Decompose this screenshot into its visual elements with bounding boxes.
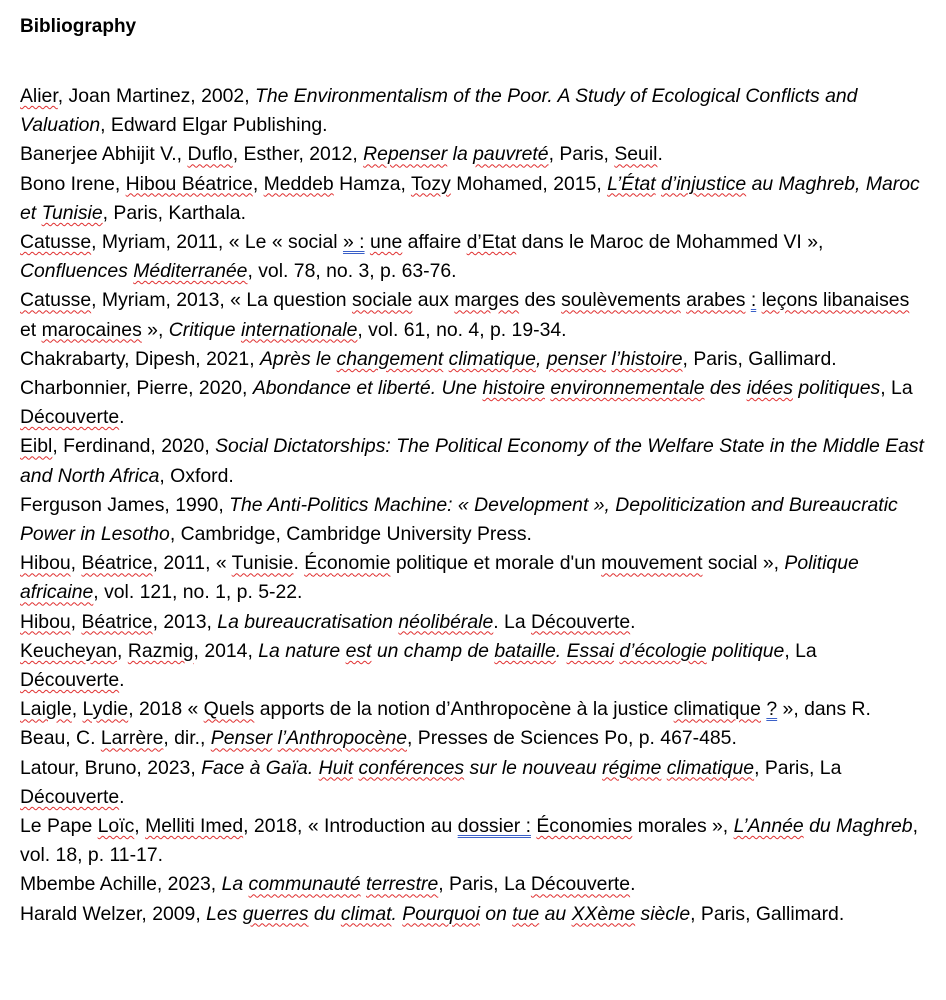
entry-text: , Paris, Gallimard.: [682, 347, 837, 370]
spellcheck-flagged-word: Huit: [318, 756, 354, 779]
entry-text: des: [519, 289, 562, 312]
spellcheck-flagged-word: climat: [340, 902, 392, 925]
bibliography-entry: [20, 140, 926, 169]
spellcheck-flagged-word: l’histoire: [611, 347, 683, 370]
bibliography-entry: [20, 695, 926, 753]
spellcheck-flagged-word: penser: [546, 347, 607, 370]
entry-text: morales »,: [632, 815, 734, 838]
entry-text: , La: [784, 639, 817, 662]
entry-text: .: [555, 639, 567, 662]
entry-text: sur le nouveau: [464, 756, 603, 779]
spellcheck-flagged-word: terrestre: [366, 873, 439, 896]
entry-text: ,: [535, 347, 547, 370]
spellcheck-flagged-word: communauté: [248, 873, 361, 896]
bibliography-heading: Bibliography: [20, 16, 137, 37]
entry-text: Confluences: [20, 260, 134, 283]
spellcheck-flagged-word: mouvement: [601, 552, 703, 575]
entry-text: , Paris, La: [438, 873, 531, 896]
entry-text: ,: [134, 815, 146, 838]
bibliography-entry: [20, 432, 926, 490]
spellcheck-flagged-word: est: [345, 639, 372, 662]
entry-text: affaire: [402, 231, 467, 254]
spellcheck-flagged-word: Repenser: [363, 143, 448, 166]
spellcheck-flagged-word: Alier: [20, 85, 58, 107]
spellcheck-flagged-word: Découverte: [530, 873, 631, 896]
grammar-flagged-text: dossier :: [457, 815, 531, 838]
entry-text: .: [391, 902, 403, 925]
spellcheck-flagged-word: africaine: [20, 581, 94, 604]
spellcheck-flagged-word: Économie: [304, 552, 391, 575]
entry-text: dans le Maroc de Mohammed VI »,: [516, 231, 824, 254]
entry-text: La bureaucratisation: [217, 610, 399, 633]
entry-text: Latour, Bruno, 2023,: [20, 756, 202, 779]
entry-text: ,: [70, 552, 82, 575]
spellcheck-flagged-word: pauvreté: [473, 143, 549, 166]
entry-text: Critique: [168, 318, 241, 341]
entry-text: ,: [117, 639, 128, 662]
entry-text: Le Pape: [20, 815, 98, 838]
entry-text: politique: [706, 639, 785, 662]
entry-text: , La: [880, 377, 913, 400]
bibliography-entry: [20, 170, 926, 228]
spellcheck-flagged-word: d’Etat: [466, 231, 517, 254]
entry-text: The Environmentalism of the Poor. A Study of Ecological Conflicts and Valuation: [20, 85, 858, 137]
bibliography-entry: [20, 82, 926, 140]
spellcheck-flagged-word: Catusse: [20, 231, 92, 254]
entry-text: »,: [141, 318, 169, 341]
bibliography-entry: [20, 228, 926, 286]
spellcheck-flagged-word: Hibou Béatrice: [125, 172, 253, 195]
entry-text: , vol. 78, no. 3, p. 63-76.: [247, 260, 457, 283]
entry-text: .: [657, 143, 663, 166]
entry-text: Chakrabarty, Dipesh, 2021,: [20, 347, 260, 370]
entry-text: Hamza,: [333, 172, 411, 195]
spellcheck-flagged-word: conférences: [358, 756, 465, 779]
entry-text: , dir.,: [163, 727, 211, 750]
entry-text: , vol. 121, no. 1, p. 5-22.: [93, 581, 303, 604]
entry-text: apports de la notion d’Anthropocène à la justice: [254, 698, 674, 721]
spellcheck-flagged-word: Béatrice: [81, 610, 153, 633]
spellcheck-flagged-word: tue: [512, 902, 540, 925]
spellcheck-flagged-word: Tozy: [410, 172, 451, 195]
entry-text: la: [447, 143, 474, 166]
spellcheck-flagged-word: climatique: [673, 698, 761, 721]
spellcheck-flagged-word: sociale: [351, 289, 413, 312]
spellcheck-flagged-word: Larrère: [100, 727, 164, 750]
spellcheck-flagged-word: Duflo: [187, 143, 233, 166]
entry-text: , Esther, 2012,: [232, 143, 364, 166]
spellcheck-flagged-word: Lydie: [82, 698, 129, 721]
spellcheck-flagged-word: climatique: [448, 347, 536, 370]
entry-text: aux: [412, 289, 455, 312]
entry-text: un champ de: [371, 639, 495, 662]
spellcheck-flagged-word: bataille: [494, 639, 556, 662]
entry-text: ,: [70, 610, 82, 633]
spellcheck-flagged-word: une: [369, 231, 403, 254]
entry-text: , vol. 61, no. 4, p. 19-34.: [357, 318, 567, 341]
spellcheck-flagged-word: Béatrice: [81, 552, 153, 575]
entry-text: , 2014,: [193, 639, 259, 662]
entry-text: politique et morale d'un: [390, 552, 602, 575]
spellcheck-flagged-word: Razmig: [127, 639, 194, 662]
entry-text: , Ferdinand, 2020,: [52, 435, 216, 458]
entry-text: on: [479, 902, 513, 925]
entry-text: , Joan Martinez, 2002,: [57, 85, 255, 107]
entry-text: Social Dictatorships: The Political Economy of the Welfare State in the Middle East and North Africa: [20, 435, 924, 487]
entry-text: . La: [493, 610, 531, 633]
spellcheck-flagged-word: Eibl: [20, 435, 53, 458]
spellcheck-flagged-word: Meddeb: [263, 172, 334, 195]
bibliography-entry: [20, 608, 926, 637]
spellcheck-flagged-word: Pourquoi: [402, 902, 480, 925]
entry-text: .: [293, 552, 305, 575]
spellcheck-flagged-word: XXème: [571, 902, 636, 925]
bibliography-entry: [20, 345, 926, 374]
spellcheck-flagged-word: environnementale: [550, 377, 705, 400]
entry-text: Mohamed, 2015,: [450, 172, 608, 195]
entry-text: , 2011, «: [152, 552, 232, 575]
entry-text: Abondance et liberté. Une: [252, 377, 483, 400]
grammar-flagged-text: ?: [766, 698, 778, 721]
spellcheck-flagged-word: Découverte: [531, 610, 631, 633]
entry-text: Harald Welzer, 2009,: [20, 902, 207, 925]
spellcheck-flagged-word: Méditerranée: [133, 260, 248, 283]
bibliography-entry: [20, 286, 926, 344]
entry-text: La nature: [258, 639, 346, 662]
entry-text: , 2018 «: [128, 698, 204, 721]
grammar-flagged-text: » :: [342, 231, 365, 254]
bibliography-entry: [20, 491, 926, 549]
entry-text: .: [119, 785, 125, 808]
entry-text: au Maghreb, Maroc et: [20, 172, 920, 224]
entry-text: siècle: [635, 902, 691, 925]
entry-text: du Maghreb: [803, 815, 913, 838]
entry-text: , vol. 18, p. 11-17.: [20, 815, 918, 867]
spellcheck-flagged-word: Essai: [566, 639, 614, 662]
entry-text: ,: [71, 698, 83, 721]
entry-text: .: [119, 669, 125, 692]
entry-text: The Anti-Politics Machine: « Development », Depoliticization and Bureaucratic Power in Lesotho: [20, 493, 898, 546]
entry-text: , Paris, Karthala.: [102, 201, 246, 224]
entry-text: , Oxford.: [159, 464, 234, 487]
bibliography-entry: [20, 812, 926, 870]
bibliography-entry: [20, 900, 926, 929]
spellcheck-flagged-word: l’Anthropocène: [277, 727, 407, 750]
spellcheck-flagged-word: Découverte: [20, 406, 120, 429]
bibliography-entry: [20, 870, 926, 899]
bibliography-entry: [20, 637, 926, 695]
bibliography-entry: [20, 549, 926, 607]
entry-text: politiques: [792, 377, 881, 400]
entry-text: .: [119, 406, 125, 429]
spellcheck-flagged-word: régime: [602, 756, 662, 779]
spellcheck-flagged-word: histoire: [482, 377, 545, 400]
entry-text: , Paris, Gallimard.: [690, 902, 845, 925]
entry-text: , Presses de Sciences Po, p. 467-485.: [407, 727, 737, 750]
entry-text: Les: [206, 902, 243, 925]
entry-text: ,: [252, 172, 264, 195]
spellcheck-flagged-word: changement: [336, 347, 444, 370]
entry-text: », dans R. Beau, C.: [20, 698, 871, 750]
entry-text: , Myriam, 2011, « Le « social: [91, 231, 343, 254]
spellcheck-flagged-word: idées: [746, 377, 793, 400]
bibliography-entry: [20, 754, 926, 812]
spellcheck-flagged-word: Penser: [210, 727, 273, 750]
entry-text: , 2018, « Introduction au: [243, 815, 458, 838]
entry-text: , Edward Elgar Publishing.: [100, 114, 328, 137]
spellcheck-flagged-word: Keucheyan: [20, 639, 118, 662]
bibliography-entry: [20, 374, 926, 432]
entry-text: et: [20, 318, 42, 341]
entry-text: Mbembe Achille, 2023,: [20, 873, 222, 896]
spellcheck-flagged-word: Découverte: [20, 669, 120, 692]
spellcheck-flagged-word: Économies: [536, 815, 633, 838]
entry-text: du: [308, 902, 341, 925]
entry-text: Face à Gaïa.: [201, 756, 319, 779]
entry-text: , 2013,: [152, 610, 218, 633]
spellcheck-flagged-word: arabes: [686, 289, 746, 312]
spellcheck-flagged-word: Découverte: [20, 785, 120, 808]
spellcheck-flagged-word: guerres: [242, 902, 309, 925]
spellcheck-flagged-word: néolibérale: [398, 610, 494, 633]
spellcheck-flagged-word: Hibou: [20, 552, 71, 575]
spellcheck-flagged-word: L’État: [607, 172, 656, 195]
spellcheck-flagged-word: soulèvements: [561, 289, 681, 312]
spellcheck-flagged-word: internationale: [240, 318, 358, 341]
spellcheck-flagged-word: leçons libanaises: [761, 289, 910, 312]
spellcheck-flagged-word: Quels: [203, 698, 255, 721]
entry-text: , Paris,: [548, 143, 615, 166]
entry-text: , Myriam, 2013, « La question: [91, 289, 352, 312]
spellcheck-flagged-word: Seuil: [614, 143, 658, 166]
entry-text: Politique: [784, 552, 859, 575]
entry-text: Banerjee Abhijit V.,: [20, 143, 188, 166]
spellcheck-flagged-word: Tunisie: [231, 552, 294, 575]
entry-text: Bono Irene,: [20, 172, 126, 195]
entry-text: Après le: [260, 347, 337, 370]
entry-text: .: [630, 610, 636, 633]
bibliography-list: [20, 82, 926, 929]
spellcheck-flagged-word: Melliti Imed: [145, 815, 244, 838]
grammar-flagged-text: :: [750, 289, 757, 312]
spellcheck-flagged-word: Hibou: [20, 610, 71, 633]
spellcheck-flagged-word: marocaines: [41, 318, 142, 341]
entry-text: des: [704, 377, 747, 400]
entry-text: Charbonnier, Pierre, 2020,: [20, 377, 253, 400]
spellcheck-flagged-word: Catusse: [20, 289, 92, 312]
spellcheck-flagged-word: Laigle: [20, 698, 72, 721]
entry-text: social »,: [702, 552, 785, 575]
spellcheck-flagged-word: L’Année: [733, 815, 804, 838]
entry-text: La: [221, 873, 249, 896]
spellcheck-flagged-word: Tunisie: [41, 201, 103, 224]
entry-text: au: [539, 902, 572, 925]
entry-text: Ferguson James, 1990,: [20, 493, 230, 516]
spellcheck-flagged-word: climatique: [666, 756, 755, 779]
spellcheck-flagged-word: marges: [454, 289, 520, 312]
spellcheck-flagged-word: d’écologie: [619, 639, 707, 662]
spellcheck-flagged-word: d’injustice: [661, 172, 747, 195]
entry-text: , Cambridge, Cambridge University Press.: [169, 523, 532, 546]
entry-text: , Paris, La: [754, 756, 842, 779]
spellcheck-flagged-word: Loïc: [97, 815, 135, 838]
entry-text: .: [630, 873, 636, 896]
